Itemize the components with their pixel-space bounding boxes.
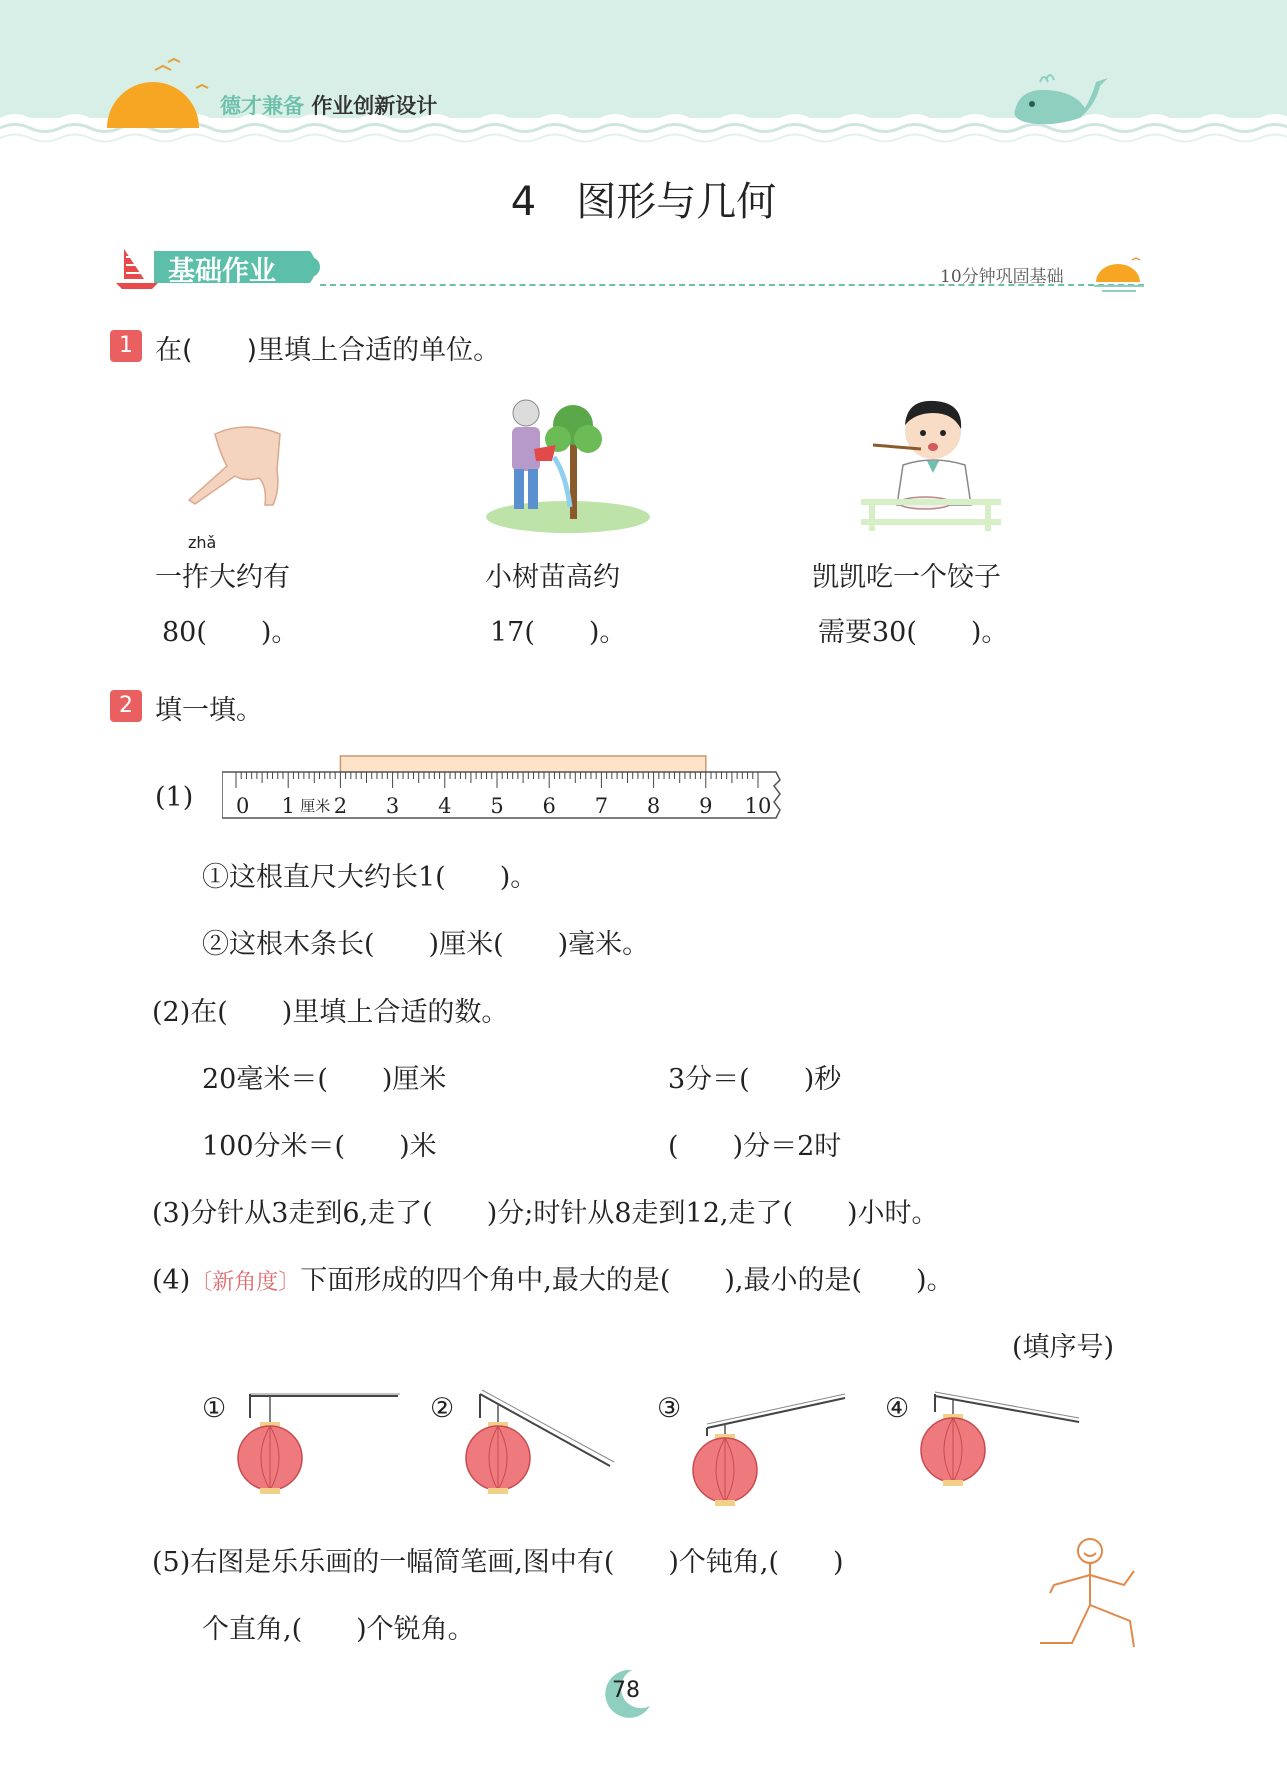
header-banner	[0, 0, 1287, 150]
tree-planting-illustration	[478, 395, 653, 535]
q2-p5-line1: (5)右图是乐乐画的一幅简笔画,图中有( )个钝角,( )	[152, 1547, 844, 1578]
q2-number: 2	[110, 690, 142, 722]
ruler-label-7: 7	[594, 794, 609, 818]
ruler-label-2: 2	[333, 794, 348, 818]
lantern-angle-1	[230, 1388, 410, 1503]
q2-p1-sub1: ①这根直尺大约长1( )。	[202, 862, 538, 893]
brand-part1: 德才兼备	[220, 94, 304, 118]
lantern-label-3: ③	[657, 1393, 682, 1424]
stick-figure-drawing	[1038, 1535, 1142, 1651]
section-label: 基础作业	[168, 256, 276, 287]
q2-p4-note: (填序号)	[1012, 1332, 1115, 1363]
q2-p4-prefix: (4)	[152, 1265, 191, 1296]
lantern-angle-4	[913, 1388, 1093, 1503]
ruler-label-5: 5	[490, 794, 504, 818]
sailboat-icon	[116, 249, 158, 289]
q1-item3-line2: 需要30( )。	[818, 617, 1009, 648]
q1-number: 1	[110, 330, 142, 362]
q2-p2-c4: ( )分＝2时	[668, 1131, 842, 1162]
pinyin-zha: zhǎ	[188, 533, 217, 552]
ruler	[222, 752, 782, 822]
q1-item2-line2: 17( )。	[490, 617, 627, 648]
boy-eating-illustration	[855, 395, 1005, 535]
q2-p2-label: (2)在( )里填上合适的数。	[152, 997, 509, 1028]
brand-title	[220, 90, 437, 120]
q2-text: 填一填。	[155, 695, 263, 726]
q2-p3: (3)分针从3走到6,走了( )分;时针从8走到12,走了( )小时。	[152, 1198, 939, 1229]
q2-p4-text: 下面形成的四个角中,最大的是( ),最小的是( )。	[300, 1265, 954, 1296]
ruler-label-3: 3	[385, 794, 400, 818]
hand-illustration	[185, 420, 295, 510]
q2-p1-sub2: ②这根木条长( )厘米( )毫米。	[202, 929, 650, 960]
q1-item3-line1: 凯凯吃一个饺子	[812, 562, 1001, 593]
new-angle-tag: 〔新角度〕	[190, 1270, 301, 1295]
lantern-label-1: ①	[202, 1393, 227, 1424]
lantern-label-4: ④	[885, 1393, 910, 1424]
lantern-angle-3	[685, 1388, 865, 1513]
q1-item1-line1: 一拃大约有	[155, 562, 290, 593]
ruler-label-9: 9	[699, 794, 713, 818]
page-number: 78	[612, 1678, 640, 1703]
section-timer: 10分钟巩固基础	[940, 267, 1064, 287]
q1-text: 在( )里填上合适的单位。	[155, 335, 501, 366]
sunset-icon	[1092, 254, 1146, 294]
q2-p1-label: (1)	[155, 782, 194, 813]
ruler-label-10: 10	[744, 794, 772, 818]
lantern-angle-2	[458, 1388, 638, 1503]
q2-p2-c2: 3分＝( )秒	[668, 1064, 842, 1095]
lantern-label-2: ②	[430, 1393, 455, 1424]
ruler-label-0: 0	[236, 794, 250, 818]
q2-p4	[152, 1258, 954, 1297]
page-title: 4 图形与几何	[510, 179, 777, 225]
brand-part2: 作业创新设计	[311, 94, 438, 118]
q2-p5-line2: 个直角,( )个锐角。	[202, 1614, 475, 1645]
ruler-label-8: 8	[646, 794, 661, 818]
ruler-label-4: 4	[438, 794, 452, 818]
ruler-label-6: 6	[542, 794, 556, 818]
ruler-label-1: 1	[281, 794, 295, 818]
q2-p2-c1: 20毫米＝( )厘米	[202, 1064, 447, 1095]
q1-item1-line2: 80( )。	[162, 617, 299, 648]
q1-item2-line1: 小树苗高约	[485, 562, 620, 593]
ruler-unit: 厘米	[300, 797, 331, 815]
q2-p2-c3: 100分米＝( )米	[202, 1131, 437, 1162]
